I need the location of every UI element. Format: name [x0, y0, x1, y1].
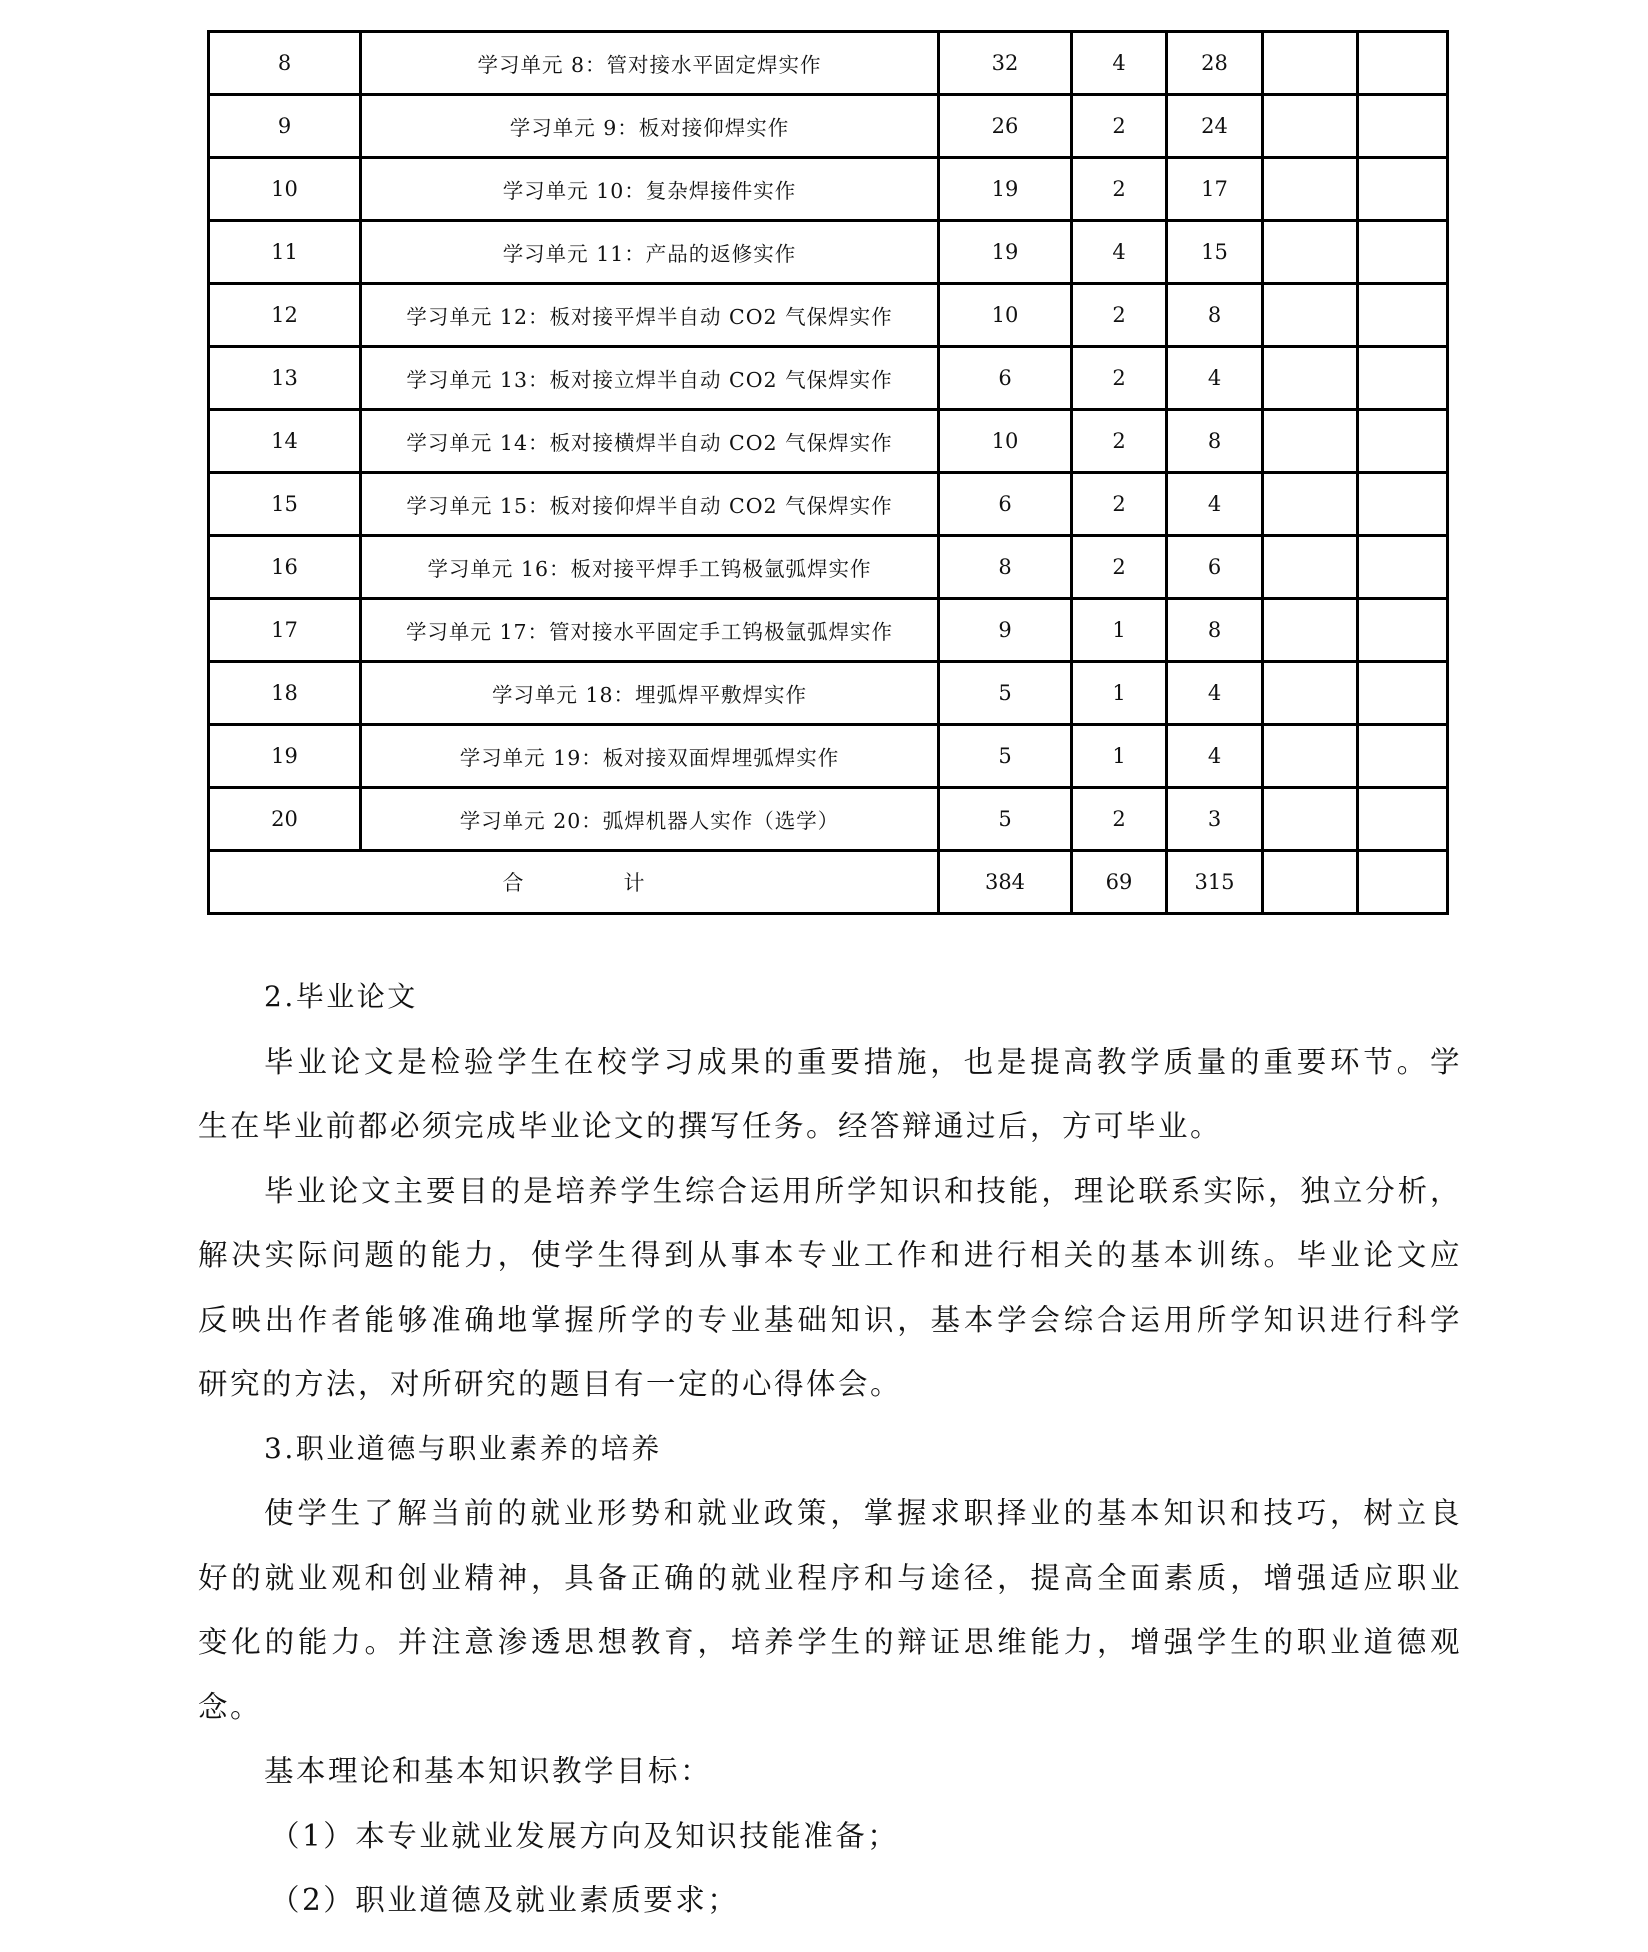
table-row — [209, 473, 1448, 536]
total-hours-cell: 32 — [939, 32, 1072, 95]
practice-hours-cell: 15 — [1167, 221, 1263, 284]
paragraph-line: 解决实际问题的能力，使学生得到从事本专业工作和进行相关的基本训练。毕业论文应 — [198, 1238, 1462, 1272]
theory-hours-cell: 4 — [1072, 221, 1167, 284]
table-row — [209, 536, 1448, 599]
table-row — [209, 725, 1448, 788]
empty-cell — [1358, 725, 1448, 788]
theory-hours-cell: 2 — [1072, 410, 1167, 473]
paragraph-line: 使学生了解当前的就业形势和就业政策，掌握求职择业的基本知识和技巧，树立良 — [264, 1496, 1462, 1530]
practice-hours-cell: 3 — [1167, 788, 1263, 851]
total-label-a: 合 — [502, 871, 524, 895]
theory-hours-cell: 1 — [1072, 599, 1167, 662]
empty-cell — [1263, 725, 1358, 788]
practice-hours-cell: 8 — [1167, 284, 1263, 347]
practice-hours-cell: 4 — [1167, 725, 1263, 788]
empty-cell — [1358, 536, 1448, 599]
practice-hours-cell: 4 — [1167, 347, 1263, 410]
goal-item-2: （2）职业道德及就业素质要求； — [270, 1883, 740, 1917]
unit-title-cell: 学习单元 14：板对接横焊半自动 CO2 气保焊实作 — [361, 410, 939, 473]
empty-cell — [1263, 347, 1358, 410]
total-empty-cell-6 — [1358, 851, 1448, 914]
empty-cell — [1358, 662, 1448, 725]
total-hours-cell: 5 — [939, 662, 1072, 725]
table-row — [209, 347, 1448, 410]
unit-title-cell: 学习单元 12：板对接平焊半自动 CO2 气保焊实作 — [361, 284, 939, 347]
empty-cell — [1358, 599, 1448, 662]
practice-hours-cell: 17 — [1167, 158, 1263, 221]
theory-hours-cell: 4 — [1072, 32, 1167, 95]
total-practice-cell: 315 — [1167, 851, 1263, 914]
theory-hours-cell: 2 — [1072, 473, 1167, 536]
theory-hours-cell: 1 — [1072, 662, 1167, 725]
empty-cell — [1263, 158, 1358, 221]
empty-cell — [1358, 347, 1448, 410]
paragraph-line: 毕业论文是检验学生在校学习成果的重要措施，也是提高教学质量的重要环节。学 — [264, 1044, 1462, 1079]
total-hours-cell: 9 — [939, 599, 1072, 662]
total-hours-cell: 10 — [939, 284, 1072, 347]
theory-hours-cell: 2 — [1072, 347, 1167, 410]
unit-number-cell: 9 — [209, 95, 361, 158]
table-body — [209, 32, 1448, 851]
empty-cell — [1263, 788, 1358, 851]
empty-cell — [1263, 221, 1358, 284]
theory-hours-cell: 2 — [1072, 95, 1167, 158]
paragraph-line: 反映出作者能够准确地掌握所学的专业基础知识，基本学会综合运用所学知识进行科学 — [198, 1302, 1462, 1337]
total-hours-cell: 5 — [939, 788, 1072, 851]
table-row — [209, 284, 1448, 347]
theory-hours-cell: 2 — [1072, 536, 1167, 599]
practice-hours-cell: 28 — [1167, 32, 1263, 95]
table-row — [209, 410, 1448, 473]
empty-cell — [1263, 284, 1358, 347]
table-row — [209, 221, 1448, 284]
unit-title-cell: 学习单元 8：管对接水平固定焊实作 — [361, 32, 939, 95]
practice-hours-cell: 24 — [1167, 95, 1263, 158]
unit-title-cell: 学习单元 13：板对接立焊半自动 CO2 气保焊实作 — [361, 347, 939, 410]
unit-title-cell: 学习单元 18：埋弧焊平敷焊实作 — [361, 662, 939, 725]
unit-title-cell: 学习单元 11：产品的返修实作 — [361, 221, 939, 284]
practice-hours-cell: 4 — [1167, 662, 1263, 725]
unit-number-cell: 18 — [209, 662, 361, 725]
unit-number-cell: 15 — [209, 473, 361, 536]
total-hours-cell: 5 — [939, 725, 1072, 788]
empty-cell — [1358, 32, 1448, 95]
unit-number-cell: 20 — [209, 788, 361, 851]
total-hours-cell: 384 — [939, 851, 1072, 914]
table-row — [209, 158, 1448, 221]
table-row — [209, 95, 1448, 158]
table-row — [209, 788, 1448, 851]
unit-title-cell: 学习单元 17：管对接水平固定手工钨极氩弧焊实作 — [361, 599, 939, 662]
total-theory-cell: 69 — [1072, 851, 1167, 914]
empty-cell — [1263, 410, 1358, 473]
empty-cell — [1263, 536, 1358, 599]
total-hours-cell: 19 — [939, 158, 1072, 221]
theory-hours-cell: 2 — [1072, 158, 1167, 221]
empty-cell — [1358, 410, 1448, 473]
section-heading-thesis: 2.毕业论文 — [264, 980, 418, 1013]
total-hours-cell: 6 — [939, 347, 1072, 410]
unit-title-cell: 学习单元 15：板对接仰焊半自动 CO2 气保焊实作 — [361, 473, 939, 536]
theory-hours-cell: 2 — [1072, 788, 1167, 851]
practice-hours-cell: 4 — [1167, 473, 1263, 536]
unit-number-cell: 17 — [209, 599, 361, 662]
practice-hours-cell: 6 — [1167, 536, 1263, 599]
empty-cell — [1263, 95, 1358, 158]
total-hours-cell: 19 — [939, 221, 1072, 284]
unit-title-cell: 学习单元 16：板对接平焊手工钨极氩弧焊实作 — [361, 536, 939, 599]
empty-cell — [1358, 95, 1448, 158]
unit-title-cell: 学习单元 9：板对接仰焊实作 — [361, 95, 939, 158]
paragraph-line: 毕业论文主要目的是培养学生综合运用所学知识和技能，理论联系实际，独立分析， — [264, 1173, 1462, 1208]
total-hours-cell: 6 — [939, 473, 1072, 536]
table-row — [209, 599, 1448, 662]
total-hours-cell: 26 — [939, 95, 1072, 158]
unit-number-cell: 14 — [209, 410, 361, 473]
course-hours-table — [207, 30, 1449, 915]
unit-number-cell: 11 — [209, 221, 361, 284]
total-label-b: 计 — [623, 871, 645, 895]
section-heading-ethics: 3.职业道德与职业素养的培养 — [264, 1431, 662, 1465]
empty-cell — [1358, 473, 1448, 536]
unit-title-cell: 学习单元 10：复杂焊接件实作 — [361, 158, 939, 221]
empty-cell — [1263, 599, 1358, 662]
empty-cell — [1358, 284, 1448, 347]
unit-number-cell: 16 — [209, 536, 361, 599]
theory-hours-cell: 1 — [1072, 725, 1167, 788]
unit-title-cell: 学习单元 20：弧焊机器人实作（选学） — [361, 788, 939, 851]
unit-number-cell: 19 — [209, 725, 361, 788]
unit-number-cell: 13 — [209, 347, 361, 410]
unit-number-cell: 8 — [209, 32, 361, 95]
empty-cell — [1358, 158, 1448, 221]
unit-title-cell: 学习单元 19：板对接双面焊埋弧焊实作 — [361, 725, 939, 788]
empty-cell — [1358, 221, 1448, 284]
goals-heading: 基本理论和基本知识教学目标： — [264, 1754, 713, 1788]
theory-hours-cell: 2 — [1072, 284, 1167, 347]
table-total-row — [209, 851, 1448, 914]
empty-cell — [1358, 788, 1448, 851]
paragraph-line: 研究的方法，对所研究的题目有一定的心得体会。 — [198, 1367, 903, 1401]
total-hours-cell: 10 — [939, 410, 1072, 473]
unit-number-cell: 12 — [209, 284, 361, 347]
table-row — [209, 32, 1448, 95]
total-label-cell — [209, 851, 939, 914]
paragraph-line: 生在毕业前都必须完成毕业论文的撰写任务。经答辩通过后，方可毕业。 — [198, 1109, 1223, 1143]
practice-hours-cell: 8 — [1167, 410, 1263, 473]
body-text — [198, 965, 1462, 1933]
paragraph-line: 变化的能力。并注意渗透思想教育，培养学生的辩证思维能力，增强学生的职业道德观 — [198, 1625, 1462, 1659]
practice-hours-cell: 8 — [1167, 599, 1263, 662]
total-hours-cell: 8 — [939, 536, 1072, 599]
total-empty-cell-5 — [1263, 851, 1358, 914]
paragraph-line: 好的就业观和创业精神，具备正确的就业程序和与途径，提高全面素质，增强适应职业 — [198, 1560, 1462, 1595]
unit-number-cell: 10 — [209, 158, 361, 221]
paragraph-line: 念。 — [198, 1689, 263, 1724]
table-row — [209, 662, 1448, 725]
empty-cell — [1263, 32, 1358, 95]
empty-cell — [1263, 662, 1358, 725]
goal-item-1: （1）本专业就业发展方向及知识技能准备； — [270, 1818, 900, 1853]
empty-cell — [1263, 473, 1358, 536]
